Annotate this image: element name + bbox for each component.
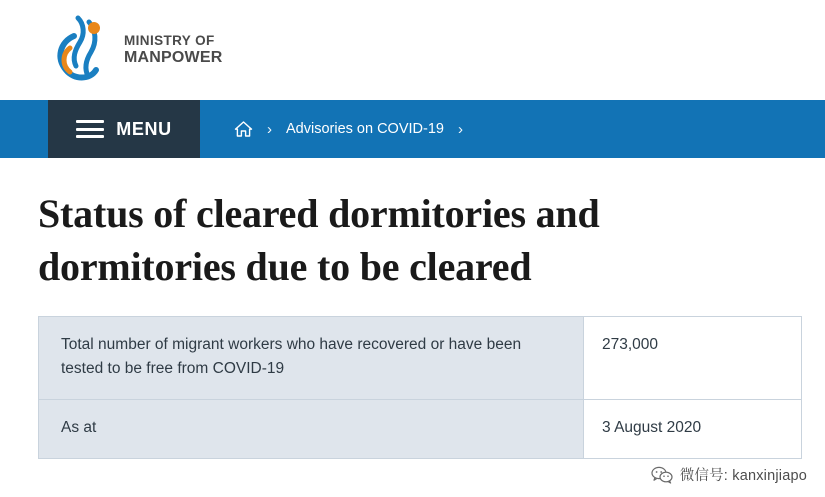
table-cell-label: As at xyxy=(39,399,584,458)
table-cell-value: 273,000 xyxy=(584,316,802,399)
breadcrumb xyxy=(200,100,477,158)
logo-line-2: MANPOWER xyxy=(124,48,223,66)
breadcrumb-separator-2: › xyxy=(457,120,463,138)
status-table xyxy=(38,316,802,459)
menu-button-label: MENU xyxy=(116,118,172,139)
table-cell-label: Total number of migrant workers who have recovered or have been tested to be free from COVID-19 xyxy=(39,316,584,399)
primary-navbar xyxy=(0,100,825,158)
logo-line-1: MINISTRY OF xyxy=(124,33,215,49)
watermark-text: 微信号: kanxinjiapo xyxy=(679,468,807,484)
main-content xyxy=(0,158,825,459)
home-icon[interactable] xyxy=(234,120,253,138)
site-header xyxy=(0,0,825,100)
wechat-icon xyxy=(651,466,673,484)
breadcrumb-separator-1: › xyxy=(267,120,272,138)
mom-logo-icon xyxy=(48,14,110,86)
watermark xyxy=(643,460,815,489)
menu-button[interactable] xyxy=(48,100,200,158)
site-logo[interactable] xyxy=(48,14,222,86)
table-row xyxy=(39,399,802,458)
table-row xyxy=(39,316,802,399)
page-title: Status of cleared dormitories and dormitories due to be cleared xyxy=(38,191,600,289)
logo-text xyxy=(124,33,222,67)
table-cell-value: 3 August 2020 xyxy=(584,399,802,458)
hamburger-icon xyxy=(76,120,104,138)
breadcrumb-item-advisories[interactable]: Advisories on COVID-19 xyxy=(286,121,444,137)
